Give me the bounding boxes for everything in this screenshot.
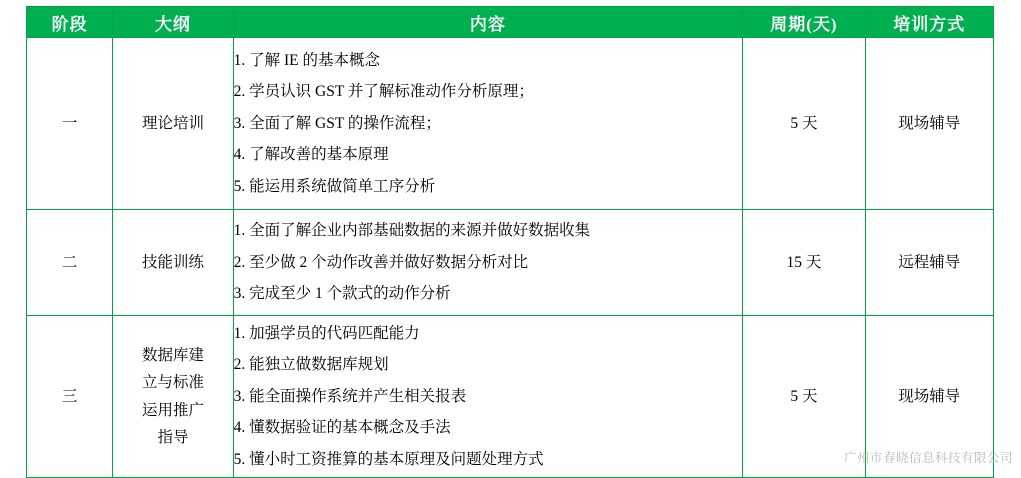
list-item: 5. 能运用系统做简单工序分析	[233, 177, 436, 195]
training-plan-table	[26, 6, 994, 478]
list-item: 1. 加强学员的代码匹配能力	[233, 324, 420, 342]
training-plan-sheet	[26, 6, 994, 478]
content-list	[234, 215, 743, 309]
list-item: 2. 学员认识 GST 并了解标准动作分析原理；	[233, 83, 534, 101]
cell-content	[233, 210, 743, 316]
cell-method: 现场辅导	[865, 316, 993, 478]
table-body	[27, 38, 994, 478]
cell-content	[233, 38, 743, 210]
header-cell-content: 内容	[233, 7, 743, 38]
cell-method: 远程辅导	[865, 210, 993, 316]
cell-stage: 二	[27, 210, 113, 316]
list-item: 2. 至少做 2 个动作改善并做好数据分析对比	[233, 253, 529, 271]
cell-content	[233, 316, 743, 478]
cell-stage: 三	[27, 316, 113, 478]
content-list	[234, 45, 743, 202]
list-item: 3. 能全面操作系统并产生相关报表	[233, 387, 467, 405]
cell-method: 现场辅导	[865, 38, 993, 210]
list-item: 3. 全面了解 GST 的操作流程；	[233, 114, 441, 132]
table-row	[27, 210, 994, 316]
header-cell-method: 培训方式	[865, 7, 993, 38]
cell-outline: 数据库建立与标准运用推广指导	[113, 316, 233, 478]
header-cell-period: 周期(天)	[743, 7, 865, 38]
header-row	[27, 7, 994, 38]
list-item: 5. 懂小时工资推算的基本原理及问题处理方式	[233, 450, 544, 468]
list-item: 4. 懂数据验证的基本概念及手法	[233, 419, 451, 437]
cell-outline: 理论培训	[113, 38, 233, 210]
table-header	[27, 7, 994, 38]
company-watermark: 广州市春晓信息科技有限公司	[843, 451, 1013, 465]
header-cell-stage: 阶段	[27, 7, 113, 38]
list-item: 3. 完成至少 1 个款式的动作分析	[233, 285, 451, 303]
cell-period: 5 天	[743, 38, 865, 210]
table-row	[27, 38, 994, 210]
list-item: 2. 能独立做数据库规划	[233, 356, 389, 374]
cell-stage: 一	[27, 38, 113, 210]
cell-outline: 技能训练	[113, 210, 233, 316]
cell-period: 15 天	[743, 210, 865, 316]
header-cell-outline: 大纲	[113, 7, 233, 38]
list-item: 4. 了解改善的基本原理	[233, 146, 389, 164]
list-item: 1. 了解 IE 的基本概念	[233, 51, 381, 69]
list-item: 1. 全面了解企业内部基础数据的来源并做好数据收集	[233, 222, 591, 240]
content-list	[234, 318, 743, 475]
cell-period: 5 天	[743, 316, 865, 478]
